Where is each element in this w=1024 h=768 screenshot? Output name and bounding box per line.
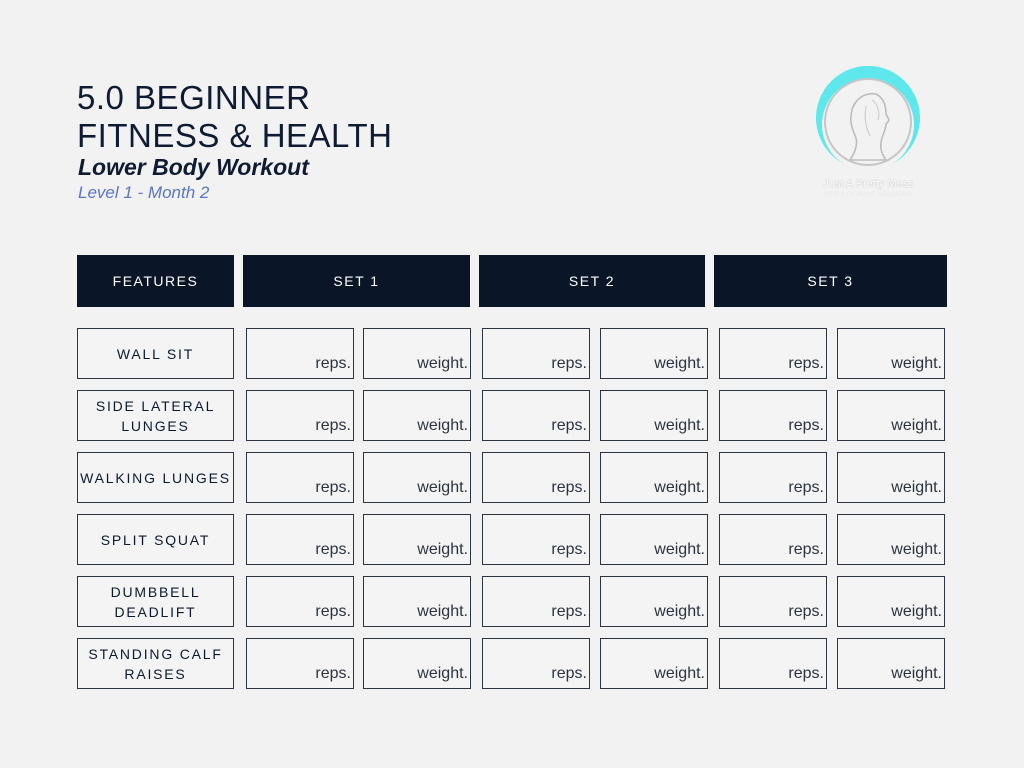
reps-entry-box[interactable]	[246, 328, 354, 379]
weight-label: weight.	[654, 479, 705, 496]
weight-label: weight.	[654, 603, 705, 620]
reps-entry-box[interactable]	[482, 638, 590, 689]
exercise-name	[77, 514, 234, 565]
weight-entry-box[interactable]	[363, 390, 471, 441]
header-set-2: SET 2	[479, 255, 705, 307]
reps-entry-box[interactable]	[482, 576, 590, 627]
reps-entry-box[interactable]	[719, 390, 827, 441]
reps-label: reps.	[551, 541, 587, 558]
weight-entry-box[interactable]	[837, 514, 945, 565]
weight-label: weight.	[891, 355, 942, 372]
exercise-name-line: DEADLIFT	[114, 603, 197, 620]
reps-label: reps.	[788, 665, 824, 682]
reps-label: reps.	[551, 417, 587, 434]
exercise-name-line: WALL SIT	[116, 345, 195, 362]
exercise-name	[77, 452, 234, 503]
header-features: FEATURES	[77, 255, 234, 307]
reps-entry-box[interactable]	[246, 452, 354, 503]
reps-entry-box[interactable]	[719, 576, 827, 627]
reps-label: reps.	[315, 355, 351, 372]
weight-entry-box[interactable]	[363, 328, 471, 379]
header-set-3: SET 3	[714, 255, 947, 307]
exercise-name-line: SIDE LATERAL	[95, 397, 216, 414]
weight-entry-box[interactable]	[363, 638, 471, 689]
reps-label: reps.	[788, 417, 824, 434]
weight-entry-box[interactable]	[600, 514, 708, 565]
exercise-name	[77, 576, 234, 627]
weight-label: weight.	[654, 417, 705, 434]
reps-label: reps.	[551, 355, 587, 372]
title-line-1: 5.0 BEGINNER	[77, 79, 311, 116]
weight-label: weight.	[891, 665, 942, 682]
reps-label: reps.	[551, 479, 587, 496]
reps-label: reps.	[788, 479, 824, 496]
weight-entry-box[interactable]	[600, 328, 708, 379]
workout-subtitle: Lower Body Workout	[78, 154, 309, 180]
weight-label: weight.	[891, 417, 942, 434]
weight-entry-box[interactable]	[363, 576, 471, 627]
weight-entry-box[interactable]	[837, 638, 945, 689]
weight-label: weight.	[891, 603, 942, 620]
exercise-name	[77, 638, 234, 689]
weight-entry-box[interactable]	[363, 452, 471, 503]
logo-brand-name: Just A Pretty Mess	[823, 178, 914, 190]
weight-label: weight.	[654, 541, 705, 558]
weight-entry-box[interactable]	[600, 390, 708, 441]
weight-label: weight.	[654, 355, 705, 372]
header-set-1: SET 1	[243, 255, 470, 307]
weight-label: weight.	[417, 355, 468, 372]
weight-entry-box[interactable]	[600, 576, 708, 627]
reps-label: reps.	[315, 479, 351, 496]
weight-entry-box[interactable]	[837, 390, 945, 441]
weight-entry-box[interactable]	[600, 638, 708, 689]
weight-label: weight.	[417, 541, 468, 558]
reps-entry-box[interactable]	[482, 452, 590, 503]
exercise-name-line: STANDING CALF	[88, 645, 223, 662]
reps-label: reps.	[788, 603, 824, 620]
weight-entry-box[interactable]	[363, 514, 471, 565]
brand-logo	[806, 66, 931, 206]
reps-label: reps.	[315, 541, 351, 558]
weight-entry-box[interactable]	[837, 328, 945, 379]
weight-entry-box[interactable]	[837, 452, 945, 503]
exercise-name	[77, 390, 234, 441]
weight-label: weight.	[417, 603, 468, 620]
logo-tagline: LIFE & FITNESS COACHING	[823, 192, 914, 198]
reps-label: reps.	[315, 603, 351, 620]
reps-entry-box[interactable]	[482, 390, 590, 441]
exercise-name-line: DUMBBELL	[110, 583, 201, 600]
exercise-name-line: WALKING LUNGES	[80, 469, 231, 486]
exercise-name-line: SPLIT SQUAT	[100, 531, 211, 548]
weight-label: weight.	[417, 479, 468, 496]
title-line-2: FITNESS & HEALTH	[77, 117, 393, 154]
reps-entry-box[interactable]	[246, 390, 354, 441]
reps-entry-box[interactable]	[482, 328, 590, 379]
weight-label: weight.	[654, 665, 705, 682]
reps-entry-box[interactable]	[719, 638, 827, 689]
reps-entry-box[interactable]	[246, 576, 354, 627]
weight-entry-box[interactable]	[600, 452, 708, 503]
reps-entry-box[interactable]	[246, 514, 354, 565]
weight-label: weight.	[891, 541, 942, 558]
level-label: Level 1 - Month 2	[78, 183, 210, 202]
reps-entry-box[interactable]	[719, 328, 827, 379]
reps-entry-box[interactable]	[719, 514, 827, 565]
weight-label: weight.	[417, 417, 468, 434]
exercise-name	[77, 328, 234, 379]
reps-label: reps.	[315, 665, 351, 682]
reps-label: reps.	[788, 355, 824, 372]
reps-entry-box[interactable]	[246, 638, 354, 689]
reps-entry-box[interactable]	[719, 452, 827, 503]
weight-label: weight.	[417, 665, 468, 682]
reps-label: reps.	[551, 665, 587, 682]
reps-label: reps.	[315, 417, 351, 434]
exercise-name-line: RAISES	[124, 665, 187, 682]
page-title	[77, 79, 392, 155]
reps-entry-box[interactable]	[482, 514, 590, 565]
reps-label: reps.	[788, 541, 824, 558]
weight-label: weight.	[891, 479, 942, 496]
exercise-name-line: LUNGES	[121, 417, 190, 434]
weight-entry-box[interactable]	[837, 576, 945, 627]
reps-label: reps.	[551, 603, 587, 620]
